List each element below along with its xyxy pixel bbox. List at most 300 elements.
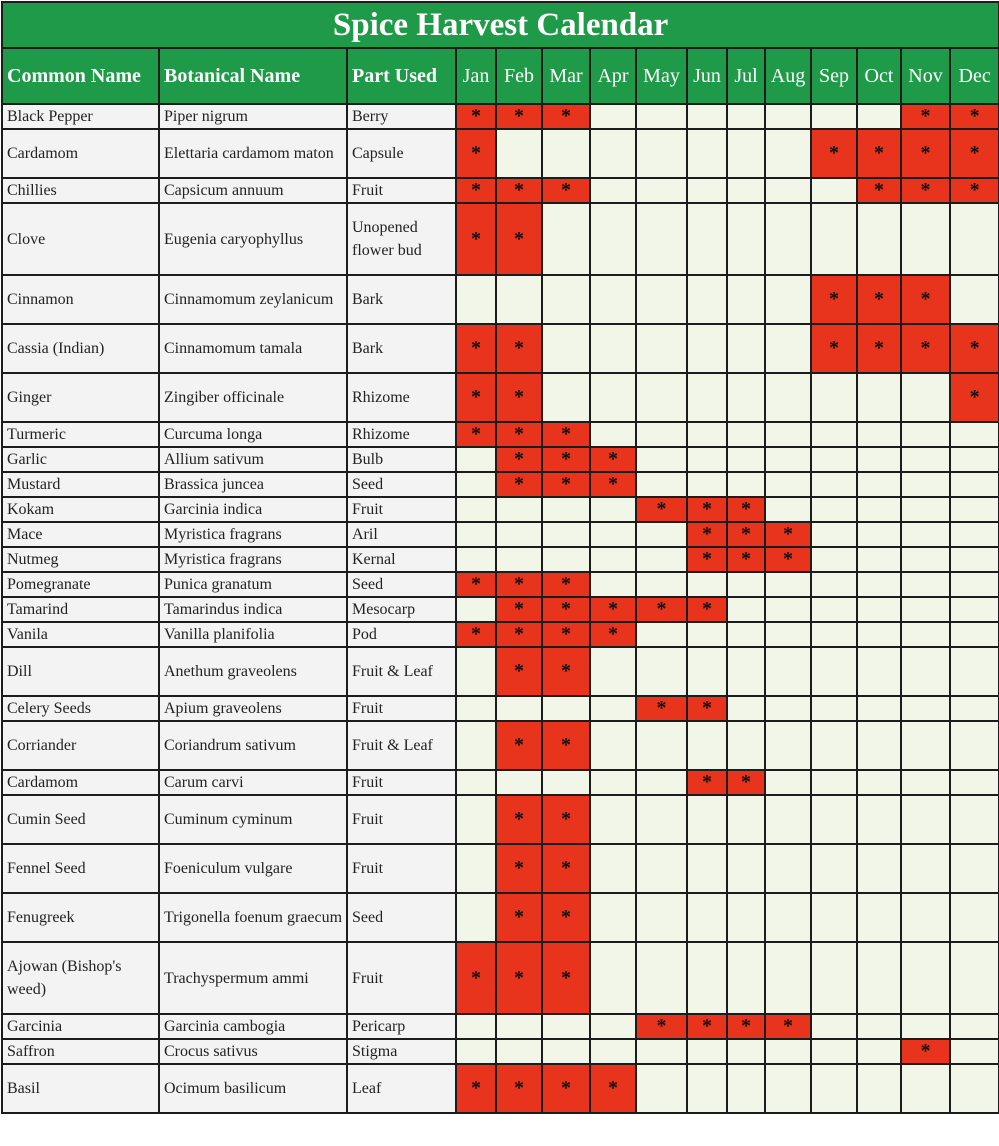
empty-month-cell: [590, 104, 636, 129]
empty-month-cell: [857, 622, 901, 647]
empty-month-cell: [811, 696, 857, 721]
table-row: [2, 547, 999, 572]
empty-month-cell: [950, 203, 999, 275]
harvest-month-cell: *: [456, 373, 496, 422]
part-used-cell: Aril: [347, 522, 456, 547]
harvest-month-cell: *: [542, 178, 590, 203]
empty-month-cell: [901, 597, 950, 622]
harvest-month-cell: *: [727, 1014, 765, 1039]
empty-month-cell: [857, 1064, 901, 1113]
common-name-cell: Cardamom: [2, 770, 159, 795]
empty-month-cell: [542, 275, 590, 324]
empty-month-cell: [811, 770, 857, 795]
empty-month-cell: [950, 795, 999, 844]
harvest-month-cell: *: [727, 770, 765, 795]
common-name-cell: Clove: [2, 203, 159, 275]
empty-month-cell: [901, 795, 950, 844]
empty-month-cell: [950, 1064, 999, 1113]
harvest-month-cell: *: [636, 696, 687, 721]
table-row: [2, 422, 999, 447]
table-row: [2, 893, 999, 942]
empty-month-cell: [456, 696, 496, 721]
table-row: [2, 373, 999, 422]
empty-month-cell: [727, 324, 765, 373]
botanical-name-cell: Trachyspermum ammi: [159, 942, 347, 1014]
empty-month-cell: [496, 547, 542, 572]
header-month-dec: Dec: [950, 48, 999, 104]
empty-month-cell: [950, 597, 999, 622]
empty-month-cell: [687, 472, 727, 497]
empty-month-cell: [456, 795, 496, 844]
botanical-name-cell: Myristica fragrans: [159, 547, 347, 572]
botanical-name-cell: Cinnamomum zeylanicum: [159, 275, 347, 324]
empty-month-cell: [636, 844, 687, 893]
part-used-cell: Kernal: [347, 547, 456, 572]
empty-month-cell: [590, 795, 636, 844]
empty-month-cell: [901, 721, 950, 770]
harvest-month-cell: *: [901, 129, 950, 178]
common-name-cell: Cumin Seed: [2, 795, 159, 844]
part-used-cell: Fruit: [347, 844, 456, 893]
harvest-month-cell: *: [727, 522, 765, 547]
empty-month-cell: [950, 472, 999, 497]
empty-month-cell: [901, 522, 950, 547]
empty-month-cell: [857, 942, 901, 1014]
harvest-month-cell: *: [496, 373, 542, 422]
harvest-month-cell: *: [590, 447, 636, 472]
harvest-month-cell: *: [542, 1064, 590, 1113]
empty-month-cell: [727, 178, 765, 203]
empty-month-cell: [811, 1039, 857, 1064]
empty-month-cell: [811, 104, 857, 129]
botanical-name-cell: Piper nigrum: [159, 104, 347, 129]
harvest-month-cell: *: [590, 597, 636, 622]
empty-month-cell: [687, 203, 727, 275]
empty-month-cell: [857, 373, 901, 422]
empty-month-cell: [590, 696, 636, 721]
empty-month-cell: [542, 547, 590, 572]
harvest-month-cell: *: [727, 497, 765, 522]
harvest-month-cell: *: [950, 129, 999, 178]
part-used-cell: Fruit: [347, 770, 456, 795]
empty-month-cell: [765, 275, 811, 324]
table-row: [2, 597, 999, 622]
calendar-body: [2, 104, 999, 1113]
empty-month-cell: [765, 770, 811, 795]
harvest-month-cell: *: [811, 129, 857, 178]
empty-month-cell: [687, 893, 727, 942]
harvest-month-cell: *: [901, 275, 950, 324]
harvest-month-cell: *: [496, 572, 542, 597]
harvest-month-cell: *: [496, 597, 542, 622]
part-used-cell: Pod: [347, 622, 456, 647]
empty-month-cell: [811, 721, 857, 770]
empty-month-cell: [636, 1064, 687, 1113]
empty-month-cell: [857, 104, 901, 129]
empty-month-cell: [590, 129, 636, 178]
harvest-month-cell: *: [456, 104, 496, 129]
botanical-name-cell: Brassica juncea: [159, 472, 347, 497]
common-name-cell: Fenugreek: [2, 893, 159, 942]
empty-month-cell: [636, 572, 687, 597]
empty-month-cell: [687, 178, 727, 203]
empty-month-cell: [765, 696, 811, 721]
empty-month-cell: [950, 696, 999, 721]
botanical-name-cell: Garcinia indica: [159, 497, 347, 522]
harvest-month-cell: *: [636, 1014, 687, 1039]
header-month-aug: Aug: [765, 48, 811, 104]
empty-month-cell: [727, 942, 765, 1014]
empty-month-cell: [901, 647, 950, 696]
harvest-month-cell: *: [542, 893, 590, 942]
empty-month-cell: [765, 942, 811, 1014]
botanical-name-cell: Punica granatum: [159, 572, 347, 597]
empty-month-cell: [727, 795, 765, 844]
harvest-month-cell: *: [636, 497, 687, 522]
empty-month-cell: [727, 1064, 765, 1113]
empty-month-cell: [590, 373, 636, 422]
empty-month-cell: [456, 893, 496, 942]
empty-month-cell: [811, 373, 857, 422]
empty-month-cell: [456, 1014, 496, 1039]
empty-month-cell: [857, 422, 901, 447]
empty-month-cell: [496, 770, 542, 795]
botanical-name-cell: Crocus sativus: [159, 1039, 347, 1064]
empty-month-cell: [857, 770, 901, 795]
empty-month-cell: [901, 373, 950, 422]
empty-month-cell: [811, 203, 857, 275]
botanical-name-cell: Vanilla planifolia: [159, 622, 347, 647]
harvest-month-cell: *: [687, 522, 727, 547]
empty-month-cell: [950, 447, 999, 472]
empty-month-cell: [857, 497, 901, 522]
part-used-cell: Bark: [347, 324, 456, 373]
table-row: [2, 1064, 999, 1113]
empty-month-cell: [590, 547, 636, 572]
harvest-month-cell: *: [636, 597, 687, 622]
empty-month-cell: [727, 373, 765, 422]
empty-month-cell: [636, 203, 687, 275]
common-name-cell: Turmeric: [2, 422, 159, 447]
common-name-cell: Dill: [2, 647, 159, 696]
empty-month-cell: [811, 422, 857, 447]
empty-month-cell: [687, 622, 727, 647]
empty-month-cell: [636, 324, 687, 373]
empty-month-cell: [950, 275, 999, 324]
empty-month-cell: [950, 547, 999, 572]
empty-month-cell: [636, 129, 687, 178]
harvest-month-cell: *: [542, 795, 590, 844]
harvest-month-cell: *: [542, 472, 590, 497]
empty-month-cell: [687, 1064, 727, 1113]
harvest-month-cell: *: [542, 422, 590, 447]
botanical-name-cell: Trigonella foenum graecum: [159, 893, 347, 942]
empty-month-cell: [590, 844, 636, 893]
empty-month-cell: [727, 422, 765, 447]
empty-month-cell: [496, 497, 542, 522]
harvest-month-cell: *: [456, 324, 496, 373]
empty-month-cell: [456, 547, 496, 572]
harvest-month-cell: *: [456, 422, 496, 447]
empty-month-cell: [901, 770, 950, 795]
empty-month-cell: [542, 203, 590, 275]
harvest-month-cell: *: [542, 844, 590, 893]
harvest-month-cell: *: [456, 942, 496, 1014]
common-name-cell: Black Pepper: [2, 104, 159, 129]
empty-month-cell: [456, 1039, 496, 1064]
harvest-month-cell: *: [456, 572, 496, 597]
empty-month-cell: [590, 1039, 636, 1064]
empty-month-cell: [765, 447, 811, 472]
table-row: [2, 795, 999, 844]
empty-month-cell: [901, 203, 950, 275]
empty-month-cell: [636, 721, 687, 770]
empty-month-cell: [950, 497, 999, 522]
harvest-month-cell: *: [542, 721, 590, 770]
empty-month-cell: [857, 572, 901, 597]
harvest-month-cell: *: [542, 942, 590, 1014]
harvest-month-cell: *: [590, 472, 636, 497]
empty-month-cell: [857, 447, 901, 472]
empty-month-cell: [542, 373, 590, 422]
common-name-cell: Tamarind: [2, 597, 159, 622]
empty-month-cell: [687, 447, 727, 472]
harvest-month-cell: *: [687, 1014, 727, 1039]
harvest-month-cell: *: [765, 1014, 811, 1039]
common-name-cell: Celery Seeds: [2, 696, 159, 721]
table-row: [2, 203, 999, 275]
harvest-month-cell: *: [542, 647, 590, 696]
botanical-name-cell: Garcinia cambogia: [159, 1014, 347, 1039]
table-row: [2, 1014, 999, 1039]
harvest-month-cell: *: [950, 104, 999, 129]
botanical-name-cell: Elettaria cardamom maton: [159, 129, 347, 178]
empty-month-cell: [542, 324, 590, 373]
part-used-cell: Bark: [347, 275, 456, 324]
harvest-month-cell: *: [857, 129, 901, 178]
empty-month-cell: [727, 447, 765, 472]
harvest-month-cell: *: [496, 422, 542, 447]
part-used-cell: Fruit: [347, 178, 456, 203]
table-row: [2, 497, 999, 522]
part-used-cell: Unopened flower bud: [347, 203, 456, 275]
harvest-month-cell: *: [496, 447, 542, 472]
empty-month-cell: [590, 422, 636, 447]
empty-month-cell: [811, 795, 857, 844]
table-row: [2, 844, 999, 893]
botanical-name-cell: Capsicum annuum: [159, 178, 347, 203]
harvest-month-cell: *: [590, 1064, 636, 1113]
harvest-month-cell: *: [542, 572, 590, 597]
empty-month-cell: [811, 547, 857, 572]
empty-month-cell: [727, 893, 765, 942]
empty-month-cell: [727, 472, 765, 497]
empty-month-cell: [901, 844, 950, 893]
empty-month-cell: [636, 373, 687, 422]
table-row: [2, 1039, 999, 1064]
botanical-name-cell: Myristica fragrans: [159, 522, 347, 547]
empty-month-cell: [901, 572, 950, 597]
table-row: [2, 942, 999, 1014]
common-name-cell: Garlic: [2, 447, 159, 472]
empty-month-cell: [542, 129, 590, 178]
harvest-month-cell: *: [456, 622, 496, 647]
harvest-month-cell: *: [687, 696, 727, 721]
empty-month-cell: [636, 1039, 687, 1064]
empty-month-cell: [765, 795, 811, 844]
empty-month-cell: [590, 275, 636, 324]
empty-month-cell: [765, 324, 811, 373]
empty-month-cell: [901, 1014, 950, 1039]
empty-month-cell: [687, 1039, 727, 1064]
empty-month-cell: [765, 497, 811, 522]
empty-month-cell: [765, 721, 811, 770]
empty-month-cell: [496, 696, 542, 721]
empty-month-cell: [950, 622, 999, 647]
harvest-month-cell: *: [901, 104, 950, 129]
common-name-cell: Nutmeg: [2, 547, 159, 572]
empty-month-cell: [765, 1064, 811, 1113]
empty-month-cell: [590, 203, 636, 275]
part-used-cell: Fruit & Leaf: [347, 647, 456, 696]
empty-month-cell: [687, 422, 727, 447]
empty-month-cell: [857, 795, 901, 844]
empty-month-cell: [456, 275, 496, 324]
empty-month-cell: [811, 647, 857, 696]
empty-month-cell: [950, 1039, 999, 1064]
empty-month-cell: [765, 844, 811, 893]
botanical-name-cell: Tamarindus indica: [159, 597, 347, 622]
botanical-name-cell: Foeniculum vulgare: [159, 844, 347, 893]
header-part-used: Part Used: [347, 48, 456, 104]
empty-month-cell: [687, 275, 727, 324]
harvest-month-cell: *: [496, 203, 542, 275]
empty-month-cell: [636, 178, 687, 203]
empty-month-cell: [456, 597, 496, 622]
part-used-cell: Pericarp: [347, 1014, 456, 1039]
part-used-cell: Seed: [347, 572, 456, 597]
harvest-month-cell: *: [857, 178, 901, 203]
botanical-name-cell: Anethum graveolens: [159, 647, 347, 696]
empty-month-cell: [727, 597, 765, 622]
empty-month-cell: [687, 721, 727, 770]
empty-month-cell: [857, 522, 901, 547]
harvest-month-cell: *: [496, 472, 542, 497]
empty-month-cell: [687, 572, 727, 597]
part-used-cell: Fruit: [347, 696, 456, 721]
harvest-month-cell: *: [687, 770, 727, 795]
empty-month-cell: [590, 721, 636, 770]
empty-month-cell: [950, 942, 999, 1014]
empty-month-cell: [727, 203, 765, 275]
empty-month-cell: [590, 178, 636, 203]
common-name-cell: Mustard: [2, 472, 159, 497]
empty-month-cell: [811, 1064, 857, 1113]
harvest-month-cell: *: [901, 1039, 950, 1064]
empty-month-cell: [901, 447, 950, 472]
empty-month-cell: [950, 844, 999, 893]
empty-month-cell: [590, 497, 636, 522]
table-row: [2, 647, 999, 696]
empty-month-cell: [765, 647, 811, 696]
empty-month-cell: [901, 547, 950, 572]
botanical-name-cell: Cuminum cyminum: [159, 795, 347, 844]
harvest-month-cell: *: [950, 373, 999, 422]
common-name-cell: Cinnamon: [2, 275, 159, 324]
botanical-name-cell: Carum carvi: [159, 770, 347, 795]
empty-month-cell: [590, 893, 636, 942]
empty-month-cell: [765, 129, 811, 178]
empty-month-cell: [496, 1014, 542, 1039]
empty-month-cell: [811, 942, 857, 1014]
empty-month-cell: [542, 770, 590, 795]
table-row: [2, 324, 999, 373]
empty-month-cell: [811, 844, 857, 893]
empty-month-cell: [687, 324, 727, 373]
table-row: [2, 696, 999, 721]
harvest-month-cell: *: [727, 547, 765, 572]
empty-month-cell: [950, 422, 999, 447]
part-used-cell: Rhizome: [347, 422, 456, 447]
empty-month-cell: [727, 129, 765, 178]
harvest-month-cell: *: [811, 275, 857, 324]
botanical-name-cell: Allium sativum: [159, 447, 347, 472]
botanical-name-cell: Curcuma longa: [159, 422, 347, 447]
column-header-row: [2, 48, 999, 104]
empty-month-cell: [687, 844, 727, 893]
empty-month-cell: [727, 104, 765, 129]
header-month-may: May: [636, 48, 687, 104]
empty-month-cell: [857, 597, 901, 622]
table-row: [2, 572, 999, 597]
part-used-cell: Fruit: [347, 942, 456, 1014]
empty-month-cell: [590, 522, 636, 547]
empty-month-cell: [950, 721, 999, 770]
empty-month-cell: [727, 622, 765, 647]
empty-month-cell: [811, 893, 857, 942]
empty-month-cell: [765, 597, 811, 622]
empty-month-cell: [765, 203, 811, 275]
empty-month-cell: [590, 942, 636, 1014]
part-used-cell: Seed: [347, 893, 456, 942]
part-used-cell: Bulb: [347, 447, 456, 472]
empty-month-cell: [857, 844, 901, 893]
harvest-month-cell: *: [687, 597, 727, 622]
empty-month-cell: [901, 942, 950, 1014]
empty-month-cell: [901, 893, 950, 942]
empty-month-cell: [456, 770, 496, 795]
common-name-cell: Ajowan (Bishop's weed): [2, 942, 159, 1014]
botanical-name-cell: Zingiber officinale: [159, 373, 347, 422]
harvest-month-cell: *: [542, 104, 590, 129]
empty-month-cell: [765, 1039, 811, 1064]
empty-month-cell: [811, 178, 857, 203]
header-month-jun: Jun: [687, 48, 727, 104]
common-name-cell: Ginger: [2, 373, 159, 422]
empty-month-cell: [636, 942, 687, 1014]
table-row: [2, 721, 999, 770]
empty-month-cell: [542, 1039, 590, 1064]
empty-month-cell: [727, 696, 765, 721]
calendar-title: Spice Harvest Calendar: [2, 2, 999, 48]
part-used-cell: Leaf: [347, 1064, 456, 1113]
common-name-cell: Fennel Seed: [2, 844, 159, 893]
empty-month-cell: [590, 1014, 636, 1039]
empty-month-cell: [456, 522, 496, 547]
header-month-sep: Sep: [811, 48, 857, 104]
harvest-month-cell: *: [542, 447, 590, 472]
empty-month-cell: [456, 844, 496, 893]
